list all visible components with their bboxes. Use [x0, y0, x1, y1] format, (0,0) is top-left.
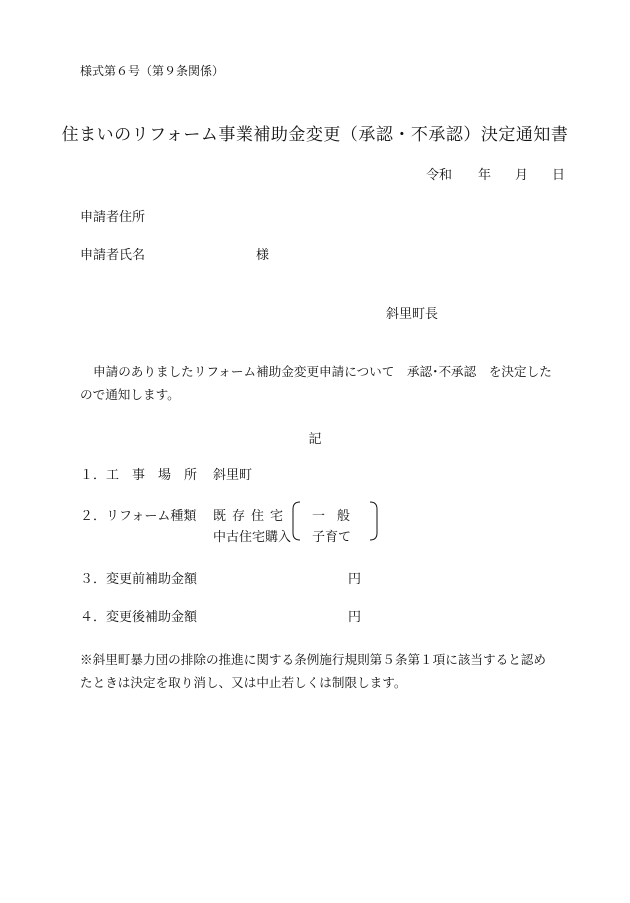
date-era: 令和 — [426, 168, 453, 183]
date-line — [426, 164, 565, 183]
item-2-option-used-purchase: 中古住宅購入 — [213, 530, 292, 545]
ki-heading: 記 — [308, 432, 322, 447]
item-1-value: 斜里町 — [213, 468, 253, 483]
body-text: 申請のありましたリフォーム補助金変更申請について 承認･不承認 を決定したので通知します。 — [80, 364, 552, 402]
issuer-mayor: 斜里町長 — [386, 307, 439, 322]
document-title: 住まいのリフォーム事業補助金変更（承認・不承認）決定通知書 — [61, 125, 569, 145]
item-4-label: ４．変更後補助金額 — [80, 610, 198, 625]
date-month: 月 — [515, 168, 529, 183]
item-3-unit: 円 — [348, 572, 362, 587]
date-year: 年 — [478, 168, 492, 183]
honorific: 様 — [256, 248, 270, 263]
form-number: 様式第６号（第９条関係） — [80, 64, 225, 78]
item-2-sub-general: 一般 — [312, 509, 363, 524]
item-2-sub-childrearing: 子育て — [312, 530, 352, 545]
item-2-option-existing: 既存住宅 — [213, 509, 290, 524]
item-4-unit: 円 — [348, 610, 362, 625]
item-1-label: １．工 事 場 所 — [80, 468, 198, 483]
applicant-name-label: 申請者氏名 — [80, 248, 146, 263]
item-2-label: ２．リフォーム種類 — [80, 509, 197, 524]
date-day: 日 — [552, 168, 566, 183]
item-3-label: ３．変更前補助金額 — [80, 572, 198, 587]
applicant-address-label: 申請者住所 — [80, 210, 146, 225]
body-paragraph — [80, 360, 555, 406]
footnote: ※斜里町暴力団の排除の推進に関する条例施行規則第５条第１項に該当すると認めたときは決定を取り消し、又は中止若しくは制限します。 — [80, 652, 546, 690]
